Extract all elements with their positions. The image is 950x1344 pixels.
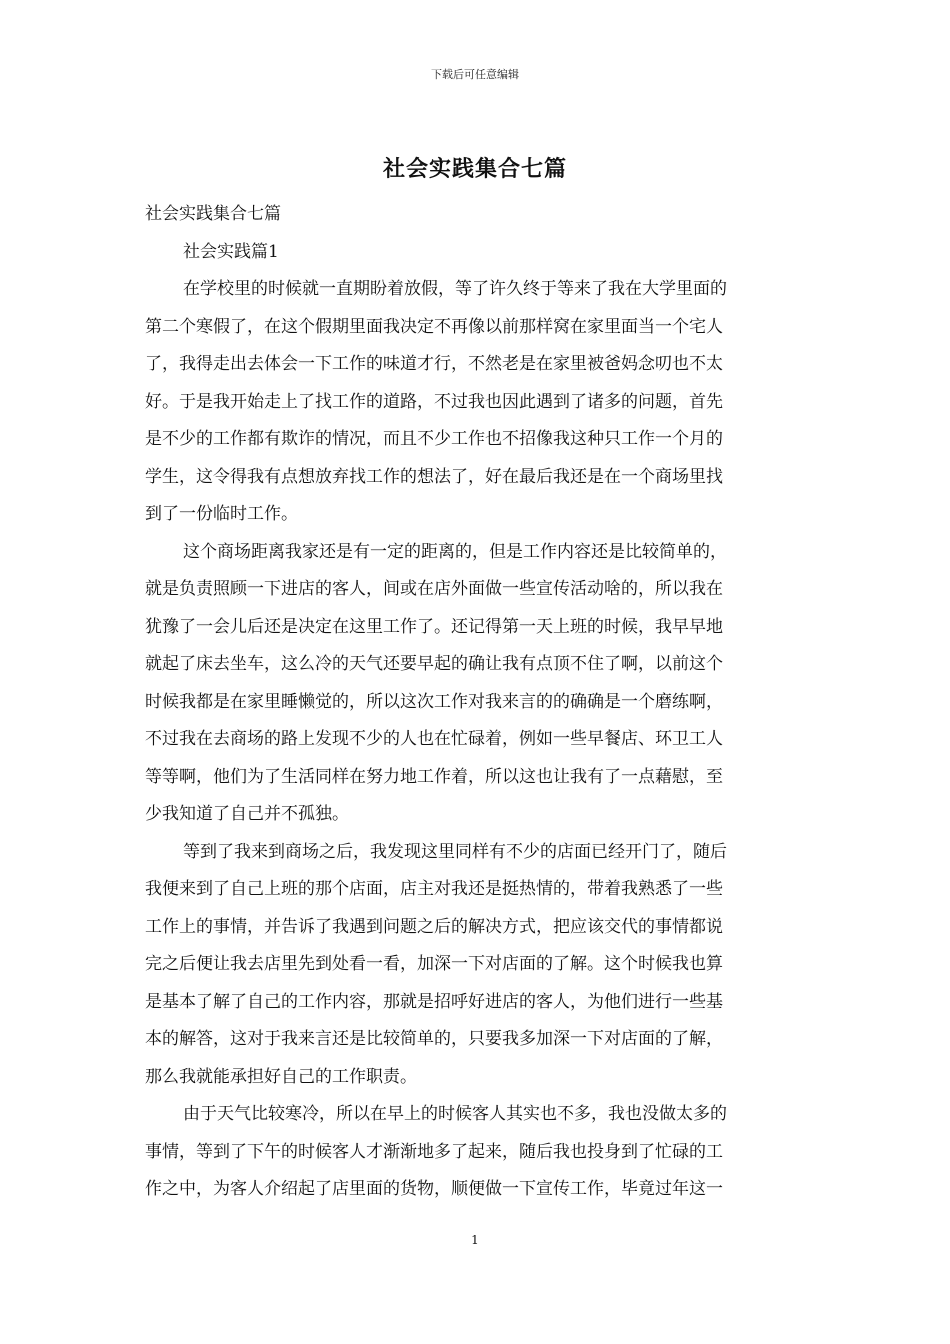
paragraph-line: 就是负责照顾一下进店的客人，间或在店外面做一些宣传活动啥的，所以我在	[145, 579, 723, 599]
paragraph-line: 本的解答，这对于我来言还是比较简单的，只要我多加深一下对店面的了解，	[145, 1029, 723, 1049]
paragraph-line: 不过我在去商场的路上发现不少的人也在忙碌着，例如一些早餐店、环卫工人	[145, 729, 723, 749]
section-heading: 社会实践篇1	[183, 241, 279, 262]
paragraph-line: 好。于是我开始走上了找工作的道路，不过我也因此遇到了诸多的问题，首先	[145, 391, 723, 412]
paragraph-line: 第二个寒假了，在这个假期里面我决定不再像以前那样窝在家里面当一个宅人	[145, 316, 723, 337]
paragraph-line: 事情，等到了下午的时候客人才渐渐地多了起来，随后我也投身到了忙碌的工	[145, 1141, 723, 1162]
header-note: 下载后可任意编辑	[431, 68, 519, 81]
paragraph-2	[145, 534, 807, 834]
document-subtitle: 社会实践集合七篇	[145, 204, 281, 224]
paragraph-line: 这个商场距离我家还是有一定的距离的，但是工作内容还是比较简单的，	[183, 541, 727, 562]
paragraph-line: 犹豫了一会儿后还是决定在这里工作了。还记得第一天上班的时候，我早早地	[145, 616, 723, 637]
paragraph-line: 是不少的工作都有欺诈的情况，而且不少工作也不招像我这种只工作一个月的	[145, 429, 723, 449]
paragraph-line: 我便来到了自己上班的那个店面，店主对我还是挺热情的，带着我熟悉了一些	[145, 879, 723, 899]
paragraph-3	[145, 834, 807, 1097]
paragraph-1	[145, 271, 807, 534]
paragraph-line: 完之后便让我去店里先到处看一看，加深一下对店面的了解。这个时候我也算	[145, 954, 723, 974]
paragraph-line: 等等啊，他们为了生活同样在努力地工作着，所以这也让我有了一点藉慰，至	[145, 766, 723, 787]
page-number: 1	[471, 1233, 479, 1247]
paragraph-line: 到了一份临时工作。	[145, 504, 298, 524]
paragraph-line: 了，我得走出去体会一下工作的味道才行，不然老是在家里被爸妈念叨也不太	[145, 354, 723, 374]
paragraph-line: 学生，这令得我有点想放弃找工作的想法了，好在最后我还是在一个商场里找	[145, 466, 723, 487]
paragraph-line: 就起了床去坐车，这么冷的天气还要早起的确让我有点顶不住了啊，以前这个	[145, 654, 723, 674]
paragraph-line: 等到了我来到商场之后，我发现这里同样有不少的店面已经开门了，随后	[183, 841, 727, 862]
paragraph-line: 是基本了解了自己的工作内容，那就是招呼好进店的客人，为他们进行一些基	[145, 991, 723, 1012]
paragraph-line: 时候我都是在家里睡懒觉的，所以这次工作对我来言的的确确是一个磨练啊，	[145, 691, 723, 712]
paragraph-4	[145, 1096, 807, 1209]
paragraph-line: 那么我就能承担好自己的工作职责。	[145, 1066, 417, 1087]
document-title: 社会实践集合七篇	[382, 156, 567, 182]
paragraph-line: 在学校里的时候就一直期盼着放假，等了许久终于等来了我在大学里面的	[183, 279, 727, 299]
document-body	[145, 196, 807, 1209]
paragraph-line: 作之中，为客人介绍起了店里面的货物，顺便做一下宣传工作，毕竟过年这一	[145, 1179, 723, 1199]
paragraph-line: 少我知道了自己并不孤独。	[145, 804, 349, 824]
paragraph-line: 工作上的事情，并告诉了我遇到问题之后的解决方式，把应该交代的事情都说	[145, 916, 723, 937]
paragraph-line: 由于天气比较寒冷，所以在早上的时候客人其实也不多，我也没做太多的	[183, 1104, 727, 1124]
